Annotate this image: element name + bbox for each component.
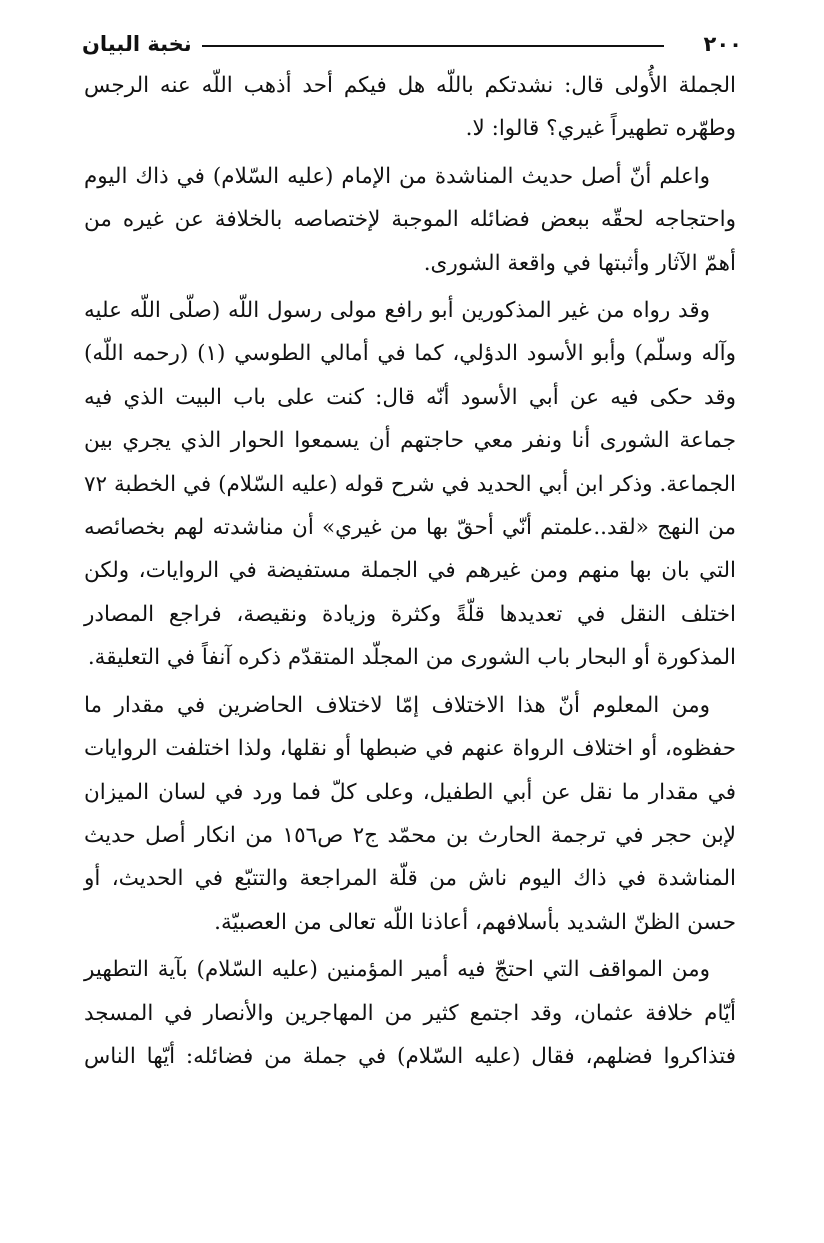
paragraph: ومن المواقف التي احتجّ فيه أمير المؤمنين (عليه السّلام) بآية التطهير أيّام خلافة عثمان، وقد اجتمع كثير من المهاجرين والأنصار في المسجد فتذاكروا فضلهم، فقال (عليه السّلام) في جملة من فضائله: أيّها الناس — [84, 957, 736, 1069]
paragraph: واعلم أنّ أصل حديث المناشدة من الإمام (عليه السّلام) في ذاك اليوم واحتجاجه لحقّه ببعض فضائله الموجبة لإختصاصه بالخلافة عن غيره من أهمّ الآثار وأثبتها في واقعة الشورى. — [84, 163, 736, 276]
header-rule — [202, 45, 664, 47]
paragraph: وقد رواه من غير المذكورين أبو رافع مولى رسول اللّه (صلّى اللّه عليه وآله وسلّم) وأبو الأسود الدؤلي، كما في أمالي الطوسي (١) (رحمه اللّه) وقد حكى فيه عن أبي الأسود أنّه قال: كنت على باب البيت الذي فيه جماعة الشورى أنا ونفر معي حاجتهم أن يسمعوا الحوار الذي يجري بين الجماعة. وذكر ابن أبي الحديد في شرح قوله (عليه السّلام) في الخطبة ٧٢ من النهج «لقد..علمتم أنّي أحقّ بها من غيري» أن مناشدته لهم بخصائصه التي بان بها منهم ومن غيرهم في الجملة مستفيضة في الروايات، ولكن اختلف النقل في تعديدها قلّةً وكثرة وزيادة ونقيصة، فراجع المصادر المذكورة أو البحار باب الشورى من المجلّد المتقدّم ذكره آنفاً في التعليقة. — [84, 298, 736, 671]
paragraph: الجملة الأُولى قال: نشدتكم باللّه هل فيكم أحد أذهب اللّه عنه الرجس وطهّره تطهيراً غيري؟ قالوا: لا. — [84, 73, 736, 142]
running-header — [82, 24, 742, 64]
book-title: نخبة البيان — [82, 32, 192, 56]
page-number: ٢٠٠ — [703, 32, 742, 56]
body-text — [84, 64, 736, 1082]
paragraph: ومن المعلوم أنّ هذا الاختلاف إمّا لاختلاف الحاضرين في مقدار ما حفظوه، أو اختلاف الرواة عنهم في ضبطها أو نقلها، ولذا اختلفت الروايات في مقدار ما نقل عن أبي الطفيل، وعلى كلّ فما ورد في لسان الميزان لإبن حجر في ترجمة الحارث بن محمّد ج٢ ص١٥٦ من انكار أصل حديث المناشدة في ذاك اليوم ناش من قلّة المراجعة والتتبّع في الحديث، أو حسن الظنّ الشديد بأسلافهم، أعاذنا اللّه تعالى من العصبيّة. — [84, 692, 736, 935]
